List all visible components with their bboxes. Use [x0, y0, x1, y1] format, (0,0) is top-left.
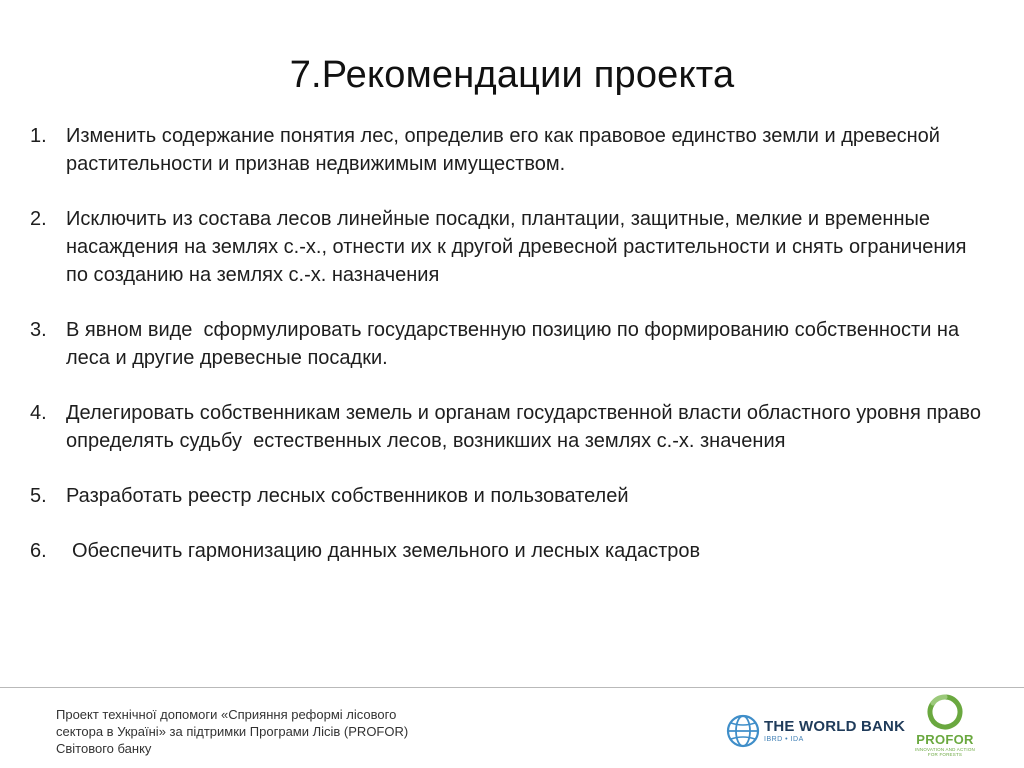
- list-item-number: 4.: [30, 402, 47, 424]
- list-item-text: Разработать реестр лесных собственников и пользователей: [66, 485, 629, 507]
- footer-line-2: сектора в Україні» за підтримки Програми Лісів (PROFOR): [56, 724, 409, 739]
- list-item: [28, 205, 988, 289]
- slide-title: 7.Рекомендации проекта: [289, 54, 735, 96]
- profor-logo: [912, 694, 978, 764]
- footer-line-1: Проект технічної допомоги «Сприяння реформі лісового: [56, 707, 397, 722]
- list-item: [28, 537, 988, 565]
- list-item-number: 3.: [30, 319, 47, 341]
- list-item: [28, 482, 988, 510]
- list-item: [28, 316, 988, 372]
- list-item-number: 1.: [30, 125, 47, 147]
- recommendations-list: [28, 122, 988, 592]
- list-item-number: 5.: [30, 485, 47, 507]
- list-item: [28, 122, 988, 178]
- footer-divider: [0, 687, 1024, 688]
- profor-tagline-1: INNOVATION AND ACTION: [914, 747, 976, 752]
- leaf-ring-icon: [927, 694, 963, 730]
- world-bank-name: THE WORLD BANK: [764, 718, 906, 735]
- list-item-text: В явном виде сформулировать государственную позицию по формированию собственности на леса и другие древесные посадки.: [66, 319, 965, 369]
- footer-line-3: Світового банку: [56, 741, 152, 756]
- list-item-text: Исключить из состава лесов линейные посадки, плантации, защитные, мелкие и временные насаждения на землях с.-х., отнести их к другой древесной растительности и снять ограничения по созданию на землях с.-х. назначения: [66, 208, 972, 286]
- list-item-text: Изменить содержание понятия лес, определив его как правовое единство земли и древесной растительности и признав недвижимым имуществом.: [66, 125, 946, 175]
- profor-tagline-2: FOR FORESTS: [927, 752, 963, 757]
- world-bank-sub: IBRD • IDA: [764, 736, 804, 743]
- globe-icon: [726, 714, 760, 748]
- list-item-number: 6.: [30, 540, 47, 562]
- world-bank-logo: [726, 712, 906, 752]
- footer-project-text: [56, 706, 496, 757]
- list-item-text: Делегировать собственникам земель и органам государственной власти областного уровня право определять судьбу естественных лесов, возникших на землях с.-х. значения: [66, 402, 987, 452]
- list-item-number: 2.: [30, 208, 47, 230]
- list-item-text: Обеспечить гармонизацию данных земельного и лесных кадастров: [72, 540, 701, 562]
- list-item: [28, 399, 988, 455]
- profor-name: PROFOR: [916, 732, 974, 747]
